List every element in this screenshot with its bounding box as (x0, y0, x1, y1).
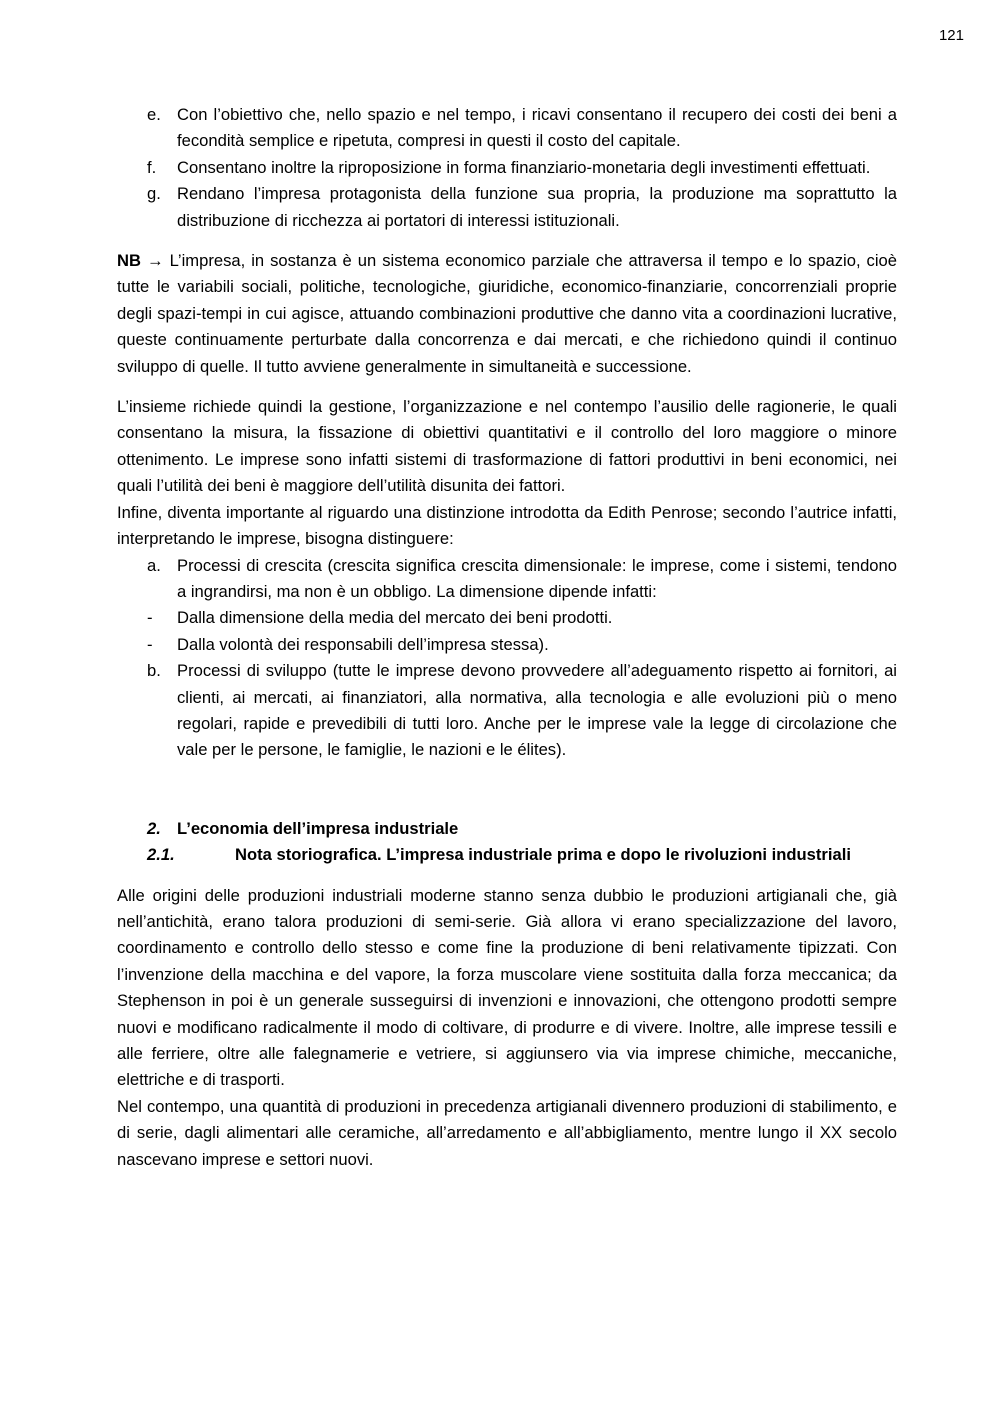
list-marker: - (147, 608, 153, 628)
nb-label: NB (117, 251, 141, 271)
subsection-number: 2.1. (147, 845, 175, 865)
section-number: 2. (147, 818, 161, 838)
nb-paragraph (117, 248, 897, 380)
list-continuation (117, 102, 897, 234)
list-marker: e. (147, 105, 161, 124)
list-item-text: Dalla dimensione della media del mercato dei beni prodotti. (177, 608, 613, 628)
penrose-list (117, 553, 897, 764)
list-marker: f. (147, 157, 157, 177)
list-item (117, 181, 897, 234)
list-item (117, 632, 897, 658)
subsection-title: Nota storiografica. L’impresa industriale prima e dopo le rivoluzioni industriali (235, 845, 851, 865)
list-marker: a. (147, 555, 161, 575)
paragraph: L’insieme richiede quindi la gestione, l’organizzazione e nel contempo l’ausilio delle ragionerie, le quali consentano la misura, la fissazione di obiettivi quantitativi e il controllo del loro maggiore o minore ottenimento. Le imprese sono infatti sistemi di trasformazione di fattori produttivi in beni economici, nei quali l’utilità dei beni è maggiore dell’utilità disunita dei fattori. (117, 397, 897, 496)
list-item-text: Con l’obiettivo che, nello spazio e nel tempo, i ricavi consentano il recupero dei costi dei beni a fecondità semplice e ripetuta, compresi in questi il costo del capitale. (177, 105, 897, 151)
list-item (117, 605, 897, 631)
list-item (117, 102, 897, 155)
list-item-text: Processi di sviluppo (tutte le imprese devono provvedere all’adeguamento rispetto ai fornitori, ai clienti, ai mercati, ai finanziatori, alla normativa, alla tecnologia e alle evoluzioni più o meno regolari, rapide e prevedibili di tutti loro. Anche per le imprese vale la legge di circolazione che vale per le persone, le famiglie, le nazioni e le élites). (177, 661, 897, 760)
list-marker: b. (147, 661, 161, 681)
section-title: L’economia dell’impresa industriale (177, 818, 459, 838)
list-item-text: Processi di crescita (crescita significa crescita dimensionale: le imprese, come i sistemi, tendono a ingrandirsi, ma non è un obbligo. La dimensione dipende infatti: (177, 555, 897, 601)
list-item (117, 658, 897, 764)
list-marker: g. (147, 184, 161, 204)
list-item-text: Consentano inoltre la riproposizione in forma finanziario-monetaria degli investimenti effettuati. (177, 157, 871, 177)
paragraph: Nel contempo, una quantità di produzioni in precedenza artigianali divennero produzioni di stabilimento, e di serie, dagli alimentari alle ceramiche, all’arredamento e all’abbigliamento, mentre lungo il XX secolo nascevano imprese e settori nuovi. (117, 1096, 897, 1169)
paragraph: Infine, diventa importante al riguardo una distinzione introdotta da Edith Penrose; secondo l’autrice infatti, interpretando le imprese, bisogna distinguere: (117, 502, 897, 549)
paragraph: Alle origini delle produzioni industriali moderne stanno senza dubbio le produzioni artigianali che, già nell’antichità, erano talora produzioni di semi-serie. Già allora vi erano specializzazione del lavoro, coordinamento e controllo dello stesso e come fine la produzione di beni relativamente tipizzati. Con l’invenzione della macchina e del vapore, la forza muscolare viene sostituita dalla forza meccanica; da Stephenson in poi è un generale susseguirsi di invenzioni e innovazioni, che ottengono prodotti sempre nuovi e modificano radicalmente il modo di coltivare, di produrre e di vivere. Inoltre, alle imprese tessili e alle ferriere, oltre alle falegnamerie e vetriere, si aggiunsero via via imprese chimiche, meccaniche, elettriche e di trasporti. (117, 885, 897, 1090)
nb-arrow: → (140, 251, 170, 271)
page-number: 121 (938, 27, 964, 44)
list-marker: - (147, 634, 153, 654)
list-item-text: Dalla volontà dei responsabili dell’impresa stessa). (177, 634, 549, 654)
section-heading (117, 816, 897, 842)
page-body (117, 102, 897, 1173)
list-item (117, 155, 897, 181)
list-item (117, 553, 897, 606)
subsection-heading (117, 842, 897, 868)
list-item-text: Rendano l’impresa protagonista della funzione sua propria, la produzione ma soprattutto la distribuzione di ricchezza ai portatori di interessi istituzionali. (177, 184, 897, 230)
nb-text: L’impresa, in sostanza è un sistema economico parziale che attraversa il tempo e lo spazio, cioè tutte le variabili sociali, politiche, tecnologiche, giuridiche, economico-finanziarie, concorrenziali proprie degli spazi-tempi in cui agisce, attuando combinazioni produttive che danno vita a coordinazioni lucrative, queste continuamente perturbate dalla concorrenza e dai mercati, e che richiedono quindi il continuo sviluppo di quelle. Il tutto avviene generalmente in simultaneità e successione. (117, 251, 897, 376)
